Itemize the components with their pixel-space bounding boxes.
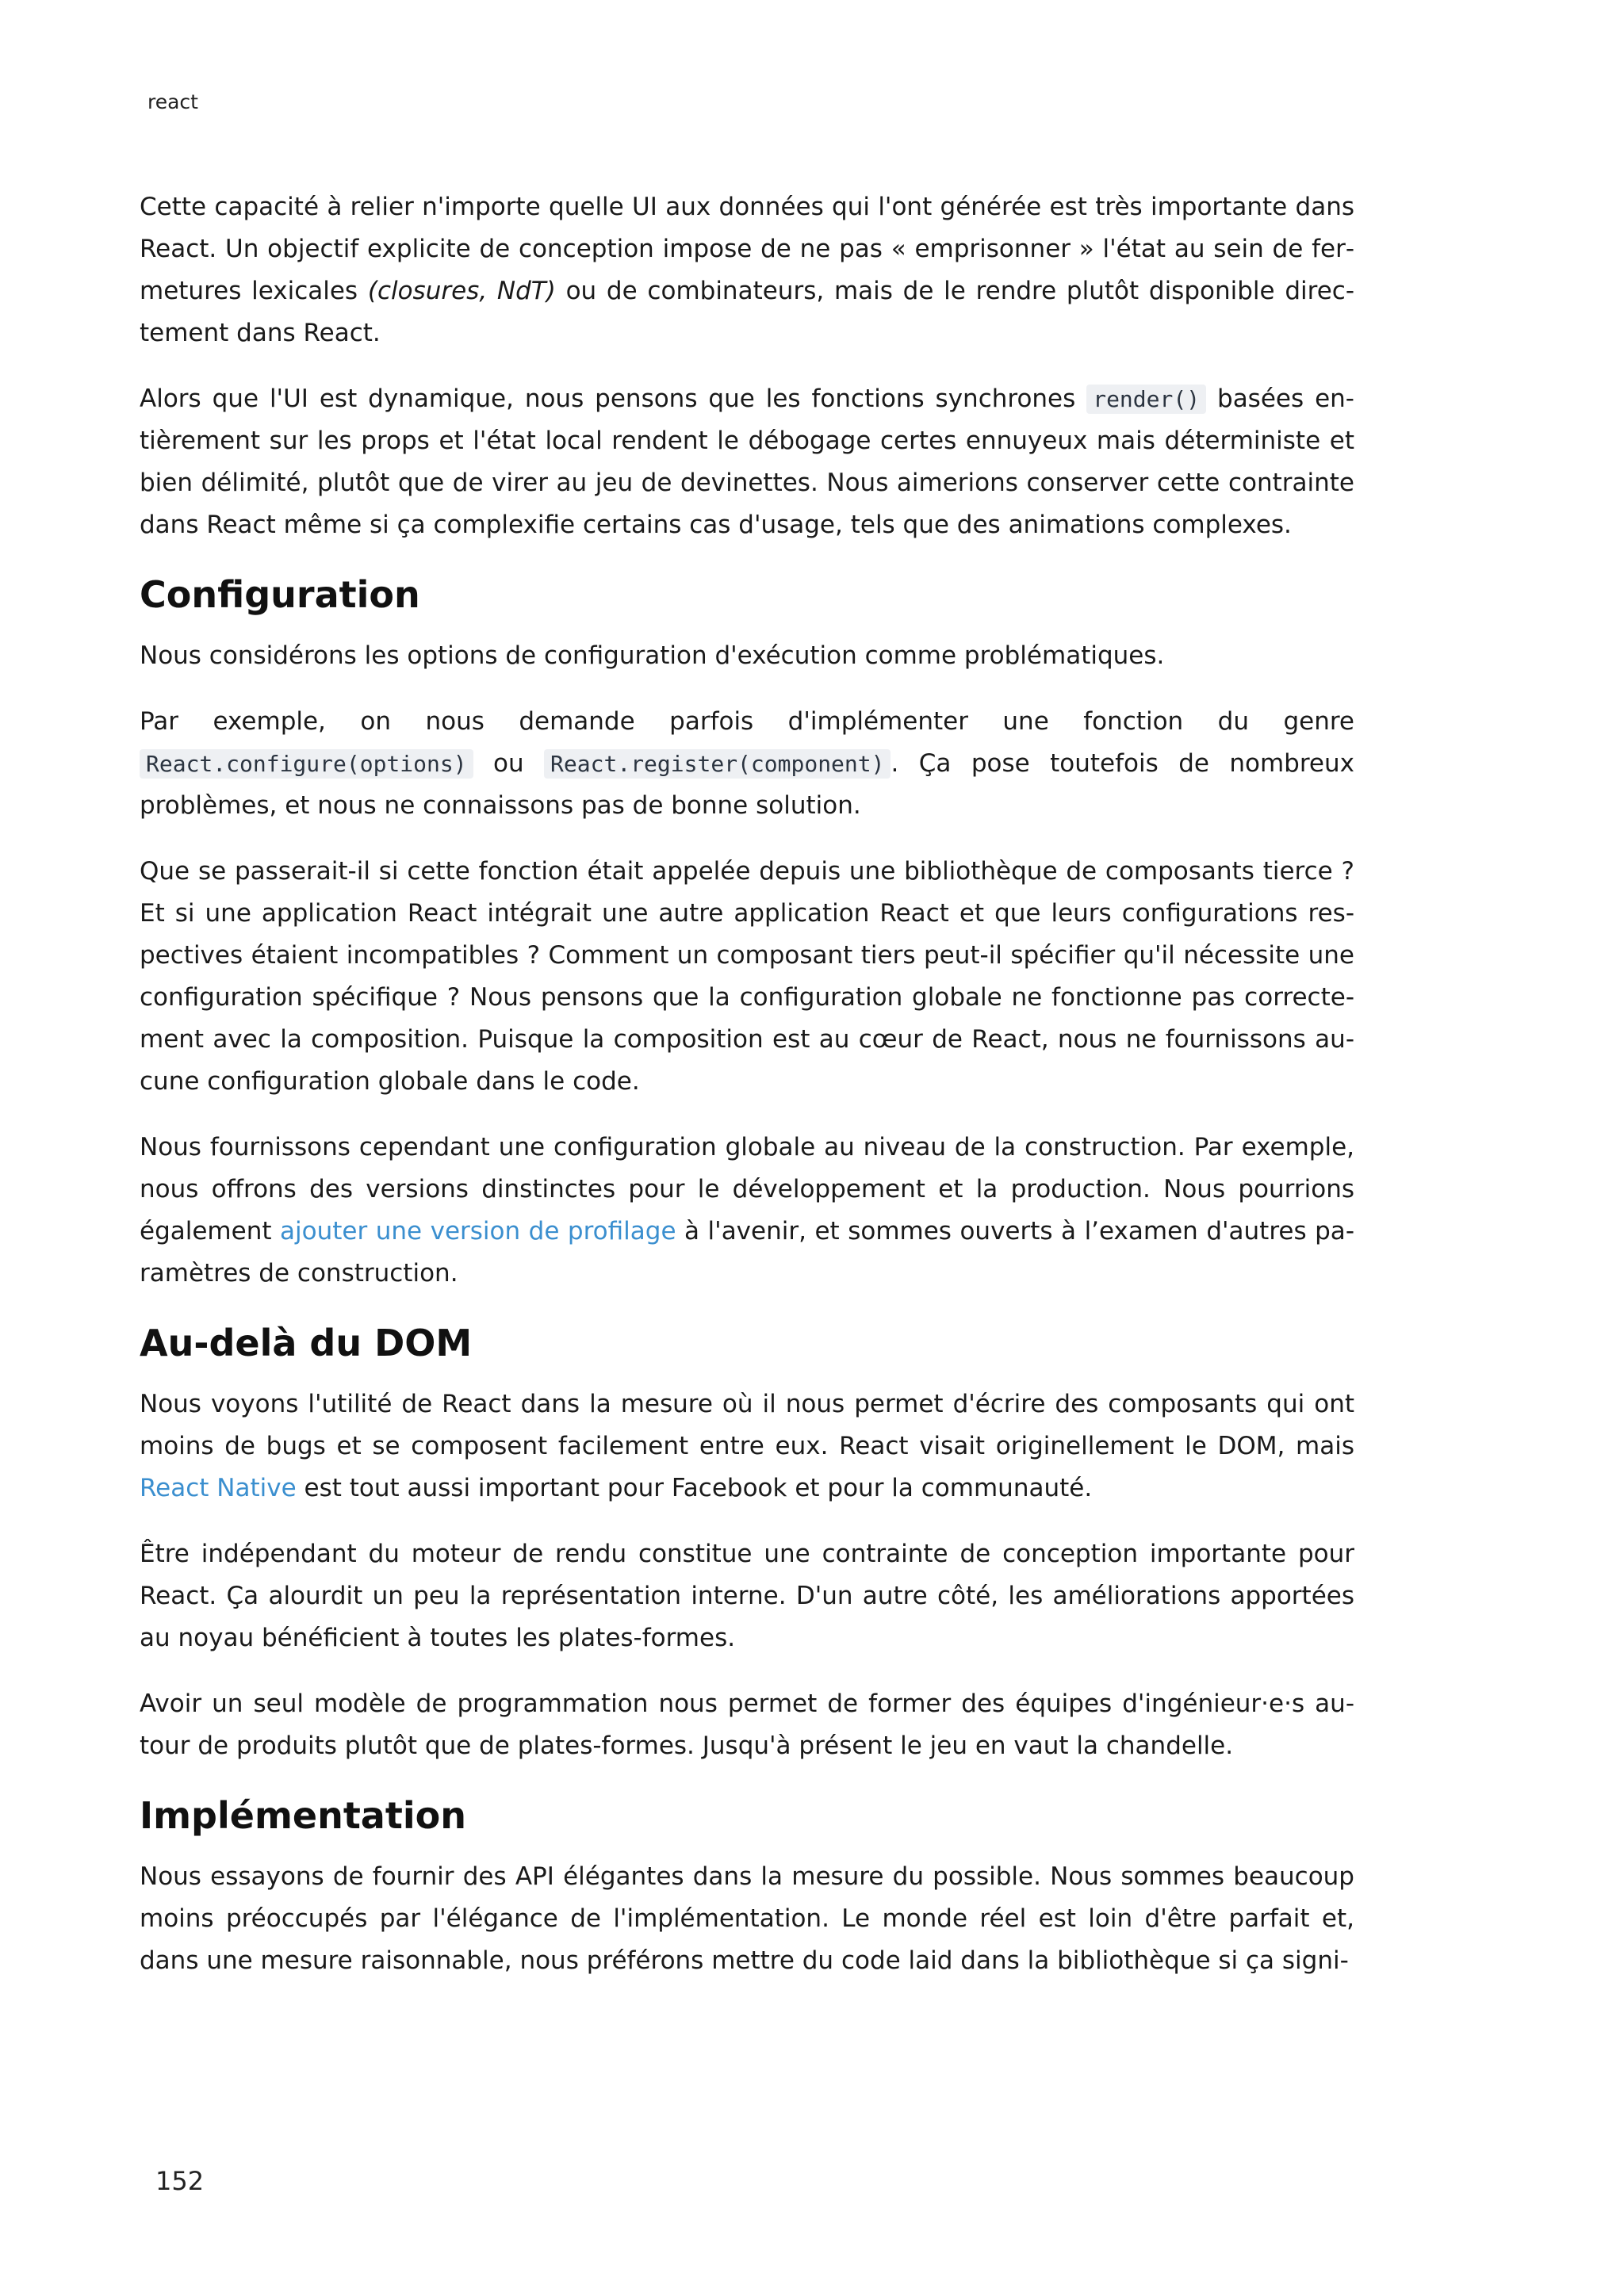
section-heading-implementation: Implémentation: [140, 1794, 466, 1837]
paragraph: Être indépendant du moteur de rendu constitue une contrainte de conception importante pour React. Ça alourdit un peu la représentation interne. D'un autre côté, les améliorations apportées au noyau bénéficient à toutes les plates-formes.: [140, 1540, 1354, 1652]
paragraph: Nous voyons l'utilité de React dans la mesure où il nous permet d'écrire des composants qui ont moins de bugs et se composent facilement entre eux. React visait originellement le DOM, mais React Native est tout aussi important pour Facebook et pour la communauté.: [140, 1390, 1354, 1502]
page-body: [140, 186, 1354, 2006]
inline-code: render(): [1086, 385, 1206, 414]
running-header: react: [147, 90, 198, 113]
inline-code: React.register(component): [544, 749, 891, 779]
paragraph: Nous essayons de fournir des API élégantes dans la mesure du possible. Nous sommes beaucoup moins préoccupés par l'élégance de l'implémentation. Le monde réel est loin d'être parfait et, dans une mesure raisonnable, nous préférons mettre du code laid dans la bibliothèque si ça signi-: [140, 1862, 1354, 1975]
paragraph: Nous considérons les options de configuration d'exécution comme problématiques.: [140, 641, 1165, 670]
profiling-build-link[interactable]: ajouter une version de profilage: [280, 1217, 676, 1246]
page-number: 152: [155, 2166, 205, 2196]
section-heading-configuration: Configuration: [140, 573, 420, 616]
italic-note: (closures, NdT): [367, 277, 556, 305]
paragraph: Avoir un seul modèle de programmation nous permet de former des équipes d'ingénieur·e·s autour de produits plutôt que de plates-formes. Jusqu'à présent le jeu en vaut la chandelle.: [140, 1689, 1354, 1760]
paragraph: Nous fournissons cependant une configuration globale au niveau de la construction. Par exemple, nous offrons des versions dinstinctes pour le développement et la production. Nous pourrions également ajouter une version de profilage à l'avenir, et sommes ouverts à l’examen d'autres paramètres de construction.: [140, 1133, 1354, 1288]
paragraph: Cette capacité à relier n'importe quelle UI aux données qui l'ont générée est très importante dans React. Un objectif explicite de conception impose de ne pas « emprisonner » l'état au sein de fermetures lexicales (closures, NdT) ou de combinateurs, mais de le rendre plutôt disponible directement dans React.: [140, 193, 1355, 347]
paragraph: Par exemple, on nous demande parfois d'implémenter une fonction du genre React.configure(options) ou React.register(component) . Ça pose toutefois de nombreux problèmes, et nous ne connaissons pas de bonne solution.: [140, 707, 1354, 820]
paragraph: Que se passerait-il si cette fonction était appelée depuis une bibliothèque de composants tierce ? Et si une application React intégrait une autre application React et que leurs configurations respectives étaient incompatibles ? Comment un composant tiers peut-il spécifier qu'il nécessite une configuration spécifique ? Nous pensons que la configuration globale ne fonctionne pas correctement avec la composition. Puisque la composition est au cœur de React, nous ne fournissons aucune configuration globale dans le code.: [140, 857, 1354, 1096]
react-native-link[interactable]: React Native: [140, 1474, 297, 1502]
paragraph: Alors que l'UI est dynamique, nous pensons que les fonctions synchrones render() basées entièrement sur les props et l'état local rendent le débogage certes ennuyeux mais déterministe et bien délimité, plutôt que de virer au jeu de devinettes. Nous aimerions conserver cette contrainte dans React même si ça complexifie certains cas d'usage, tels que des animations complexes.: [140, 385, 1354, 539]
section-heading-beyond-dom: Au-delà du DOM: [140, 1322, 473, 1364]
inline-code: React.configure(options): [140, 749, 473, 779]
